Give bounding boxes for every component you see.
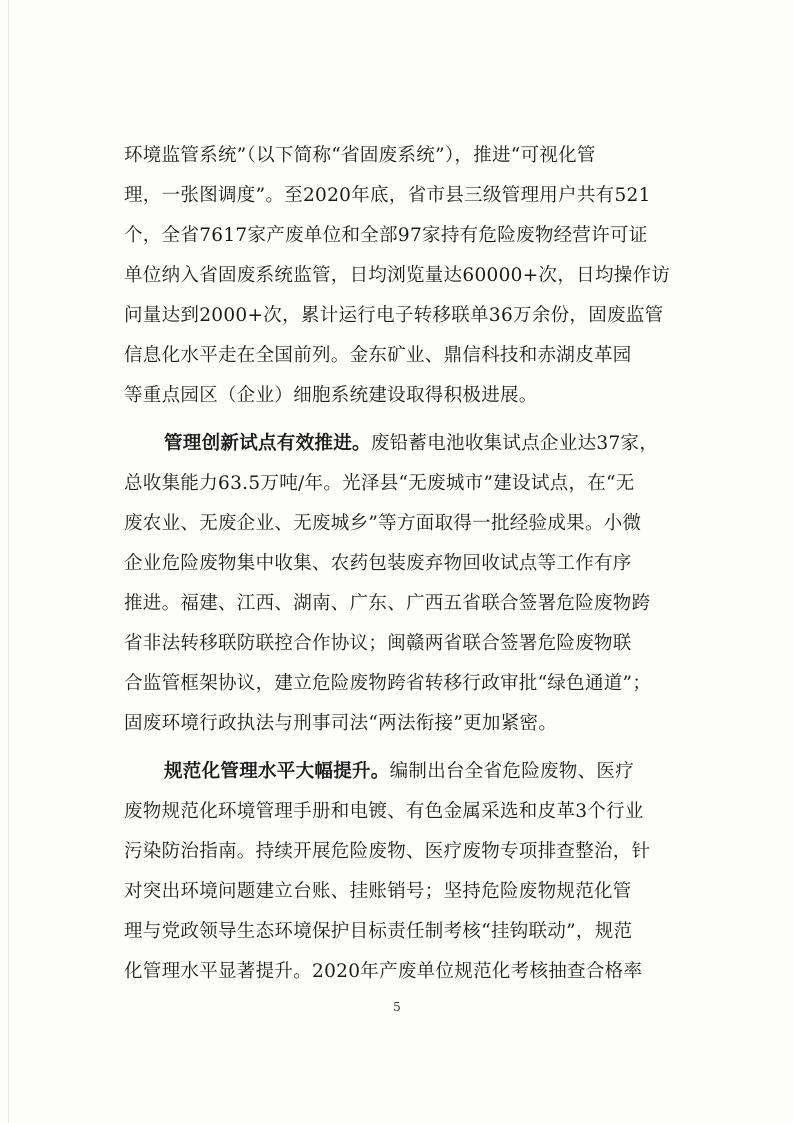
text-line: 污染防治指南。持续开展危险废物、医疗废物专项排查整治，针 xyxy=(124,841,651,862)
text-line: 环境监管系统”（以下简称“省固废系统”），推进“可视化管 xyxy=(124,145,596,166)
paragraph-2 xyxy=(124,424,680,744)
text-line: 废农业、无废企业、无废城乡”等方面取得一批经验成果。小微 xyxy=(124,513,642,534)
paragraph-3 xyxy=(124,752,680,992)
text-line: 废物规范化环境管理手册和电镀、有色金属采选和皮革3个行业 xyxy=(124,801,644,822)
text-line: 推进。福建、江西、湖南、广东、广西五省联合签署危险废物跨 xyxy=(124,593,651,614)
text-line: 合监管框架协议，建立危险废物跨省转移行政审批“绿色通道”； xyxy=(124,673,652,694)
text-line: 信息化水平走在全国前列。金东矿业、鼎信科技和赤湖皮革园 xyxy=(124,345,632,366)
body-text xyxy=(124,136,680,992)
page-number: 5 xyxy=(393,1000,401,1014)
text-line: 总收集能力63.5万吨/年。光泽县“无废城市”建设试点，在“无 xyxy=(124,473,635,494)
paragraph-heading: 管理创新试点有效推进。 xyxy=(164,433,371,454)
paragraph-1 xyxy=(124,136,680,416)
text-run: 编制出台全省危险废物、医疗 xyxy=(389,761,635,782)
text-line: 理，一张图调度”。至2020年底，省市县三级管理用户共有521 xyxy=(124,185,651,206)
scan-edge-line xyxy=(8,0,9,1123)
text-line: 理与党政领导生态环境保护目标责任制考核“挂钩联动”，规范 xyxy=(124,921,633,942)
text-line: 企业危险废物集中收集、农药包装废弃物回收试点等工作有序 xyxy=(124,553,632,574)
text-line: 省非法转移联防联控合作协议；闽赣两省联合签署危险废物联 xyxy=(124,633,632,654)
text-run: 废铅蓄电池收集试点企业达37家， xyxy=(370,433,659,454)
text-line: 个，全省7617家产废单位和全部97家持有危险废物经营许可证 xyxy=(124,225,648,246)
paragraph-first-line xyxy=(124,424,680,464)
text-line: 化管理水平显著提升。2020年产废单位规范化考核抽查合格率 xyxy=(124,961,643,982)
text-line: 对突出环境问题建立台账、挂账销号；坚持危险废物规范化管 xyxy=(124,881,632,902)
paragraph-first-line xyxy=(124,752,680,792)
text-line: 等重点园区（企业）细胞系统建设取得积极进展。 xyxy=(124,385,538,406)
text-line: 固废环境行政执法与刑事司法“两法衔接”更加紧密。 xyxy=(124,713,558,734)
text-line: 问量达到2000+次，累计运行电子转移联单36万余份，固废监管 xyxy=(124,305,664,326)
paragraph-heading: 规范化管理水平大幅提升。 xyxy=(164,761,390,782)
text-line: 单位纳入省固废系统监管，日均浏览量达60000+次，日均操作访 xyxy=(124,265,671,286)
